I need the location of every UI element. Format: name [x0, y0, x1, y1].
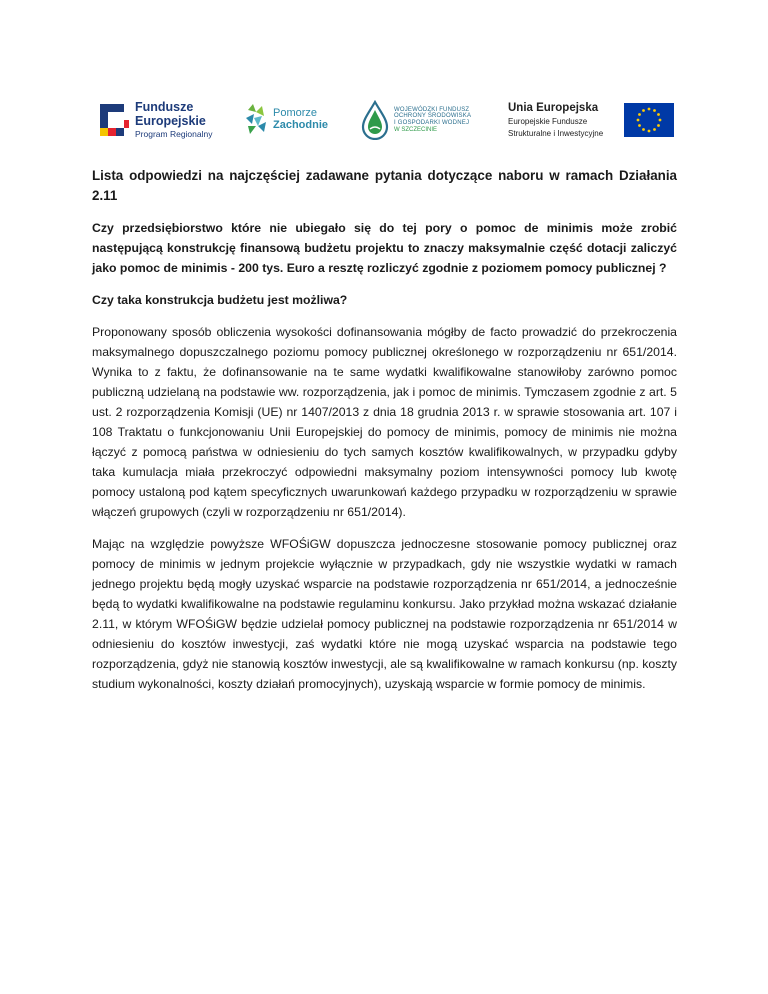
eu-flag-icon: [624, 103, 674, 137]
wfosigw-text: [394, 107, 471, 133]
logo-fe-line3: Program Regionalny: [135, 128, 213, 139]
logo-ue-line3: Strukturalne i Inwestycyjne: [508, 128, 604, 138]
logo-pz-line2: Zachodnie: [273, 119, 329, 131]
logo-wf-line3: I GOSPODARKI WODNEJ: [394, 119, 470, 126]
logo-fe-line1: Fundusze: [135, 100, 194, 115]
question-paragraph: Czy przedsiębiorstwo które nie ubiegało się do tej pory o pomoc de minimis może zrobić następującą konstrukcję finansową budżetu projektu to znaczy maksymalnie część dotacji zaliczyć jako pomoc de minimis - 200 tys. Euro a resztę rozliczyć zgodnie z poziomem pomocy publicznej ?: [92, 221, 677, 275]
logo-wf-line1: WOJEWÓDZKI FUNDUSZ: [394, 106, 470, 113]
document-body: [92, 166, 677, 706]
logo-fundusze-europejskie: [96, 96, 212, 144]
pomorze-zachodnie-text: [273, 108, 328, 131]
logo-pomorze-zachodnie: [244, 96, 328, 144]
header-logos: [96, 96, 672, 144]
logo-fe-line2: Europejskie: [135, 113, 206, 128]
logo-unia-europejska: [508, 96, 674, 144]
fundusze-europejskie-star-icon: [96, 102, 130, 138]
answer-paragraph-1: Proponowany sposób obliczenia wysokości dofinansowania mógłby de facto prowadzić do przekroczenia maksymalnego dopuszczalnego poziomu pomocy publicznej określonego w rozporządzeniu nr 651/2014. Wynika to z faktu, że dofinansowanie na te same wydatki kwalifikowalne stanowiłoby zarówno pomoc publiczną udzielaną na podstawie ww. rozporządzenia, jak i pomoc de minimis. Tymczasem zgodnie z art. 5 ust. 2 rozporządzenia Komisji (UE) nr 1407/2013 z dnia 18 grudnia 2013 r. w sprawie stosowania art. 107 i 108 Traktatu o funkcjonowaniu Unii Europejskiej do pomocy de minimis, pomocy de minimis nie można łączyć z pomocą państwa w odniesieniu do tych samych kosztów kwalifikowalnych, w przypadku gdyby taka kumulacja miała przekroczyć odpowiedni maksymalny poziom intensywności pomocy lub kwotę pomocy ustaloną pod kątem specyficznych uwarunkowań każdego przypadku w rozporządzeniu w sprawie włączeń grupowych (czyli w rozporządzeniu nr 651/2014).: [92, 325, 677, 519]
logo-ue-line1: Unia Europejska: [508, 102, 599, 115]
unia-europejska-text: [508, 102, 618, 138]
pomorze-zachodnie-icon: [244, 102, 270, 138]
logo-ue-line2: Europejskie Fundusze: [508, 117, 588, 127]
answer-paragraph-2: Mając na względzie powyższe WFOŚiGW dopuszcza jednoczesne stosowanie pomocy publicznej oraz pomocy de minimis w jednym projekcie wyłącznie w przypadkach, gdy nie wszystkie wydatki w ramach jednego projektu będą mogły uzyskać wsparcie na podstawie rozporządzenia nr 651/2014, a jednocześnie będą to wydatki kwalifikowalne na podstawie regulaminu konkursu. Jako przykład można wskazać działanie 2.11, w którym WFOŚiGW będzie udzielał pomocy publicznej na podstawie rozporządzenia nr 651/2014 w odniesieniu do kosztów inwestycji, zaś wydatki które nie mogą uzyskać wsparcia na podstawie tego rozporządzenia, gdyż nie stanowią kosztów inwestycji, ale są kwalifikowalne w ramach konkursu (np. koszty studium wykonalności, koszty działań promocyjnych), uzyskają wsparcie w formie pomocy de minimis.: [92, 537, 677, 691]
logo-wf-line4: W SZCZECINIE: [394, 126, 437, 133]
page-title: Lista odpowiedzi na najczęściej zadawane pytania dotyczące naboru w ramach Działania 2.11: [92, 168, 677, 203]
logo-wfosigw: [360, 96, 471, 144]
question-subheading: Czy taka konstrukcja budżetu jest możliwa?: [92, 293, 348, 307]
logo-pz-line1: Pomorze: [273, 107, 318, 120]
logo-wf-line2: OCHRONY ŚRODOWISKA: [394, 113, 472, 120]
fundusze-europejskie-text: [135, 101, 212, 138]
wfosigw-drop-icon: [360, 100, 390, 140]
